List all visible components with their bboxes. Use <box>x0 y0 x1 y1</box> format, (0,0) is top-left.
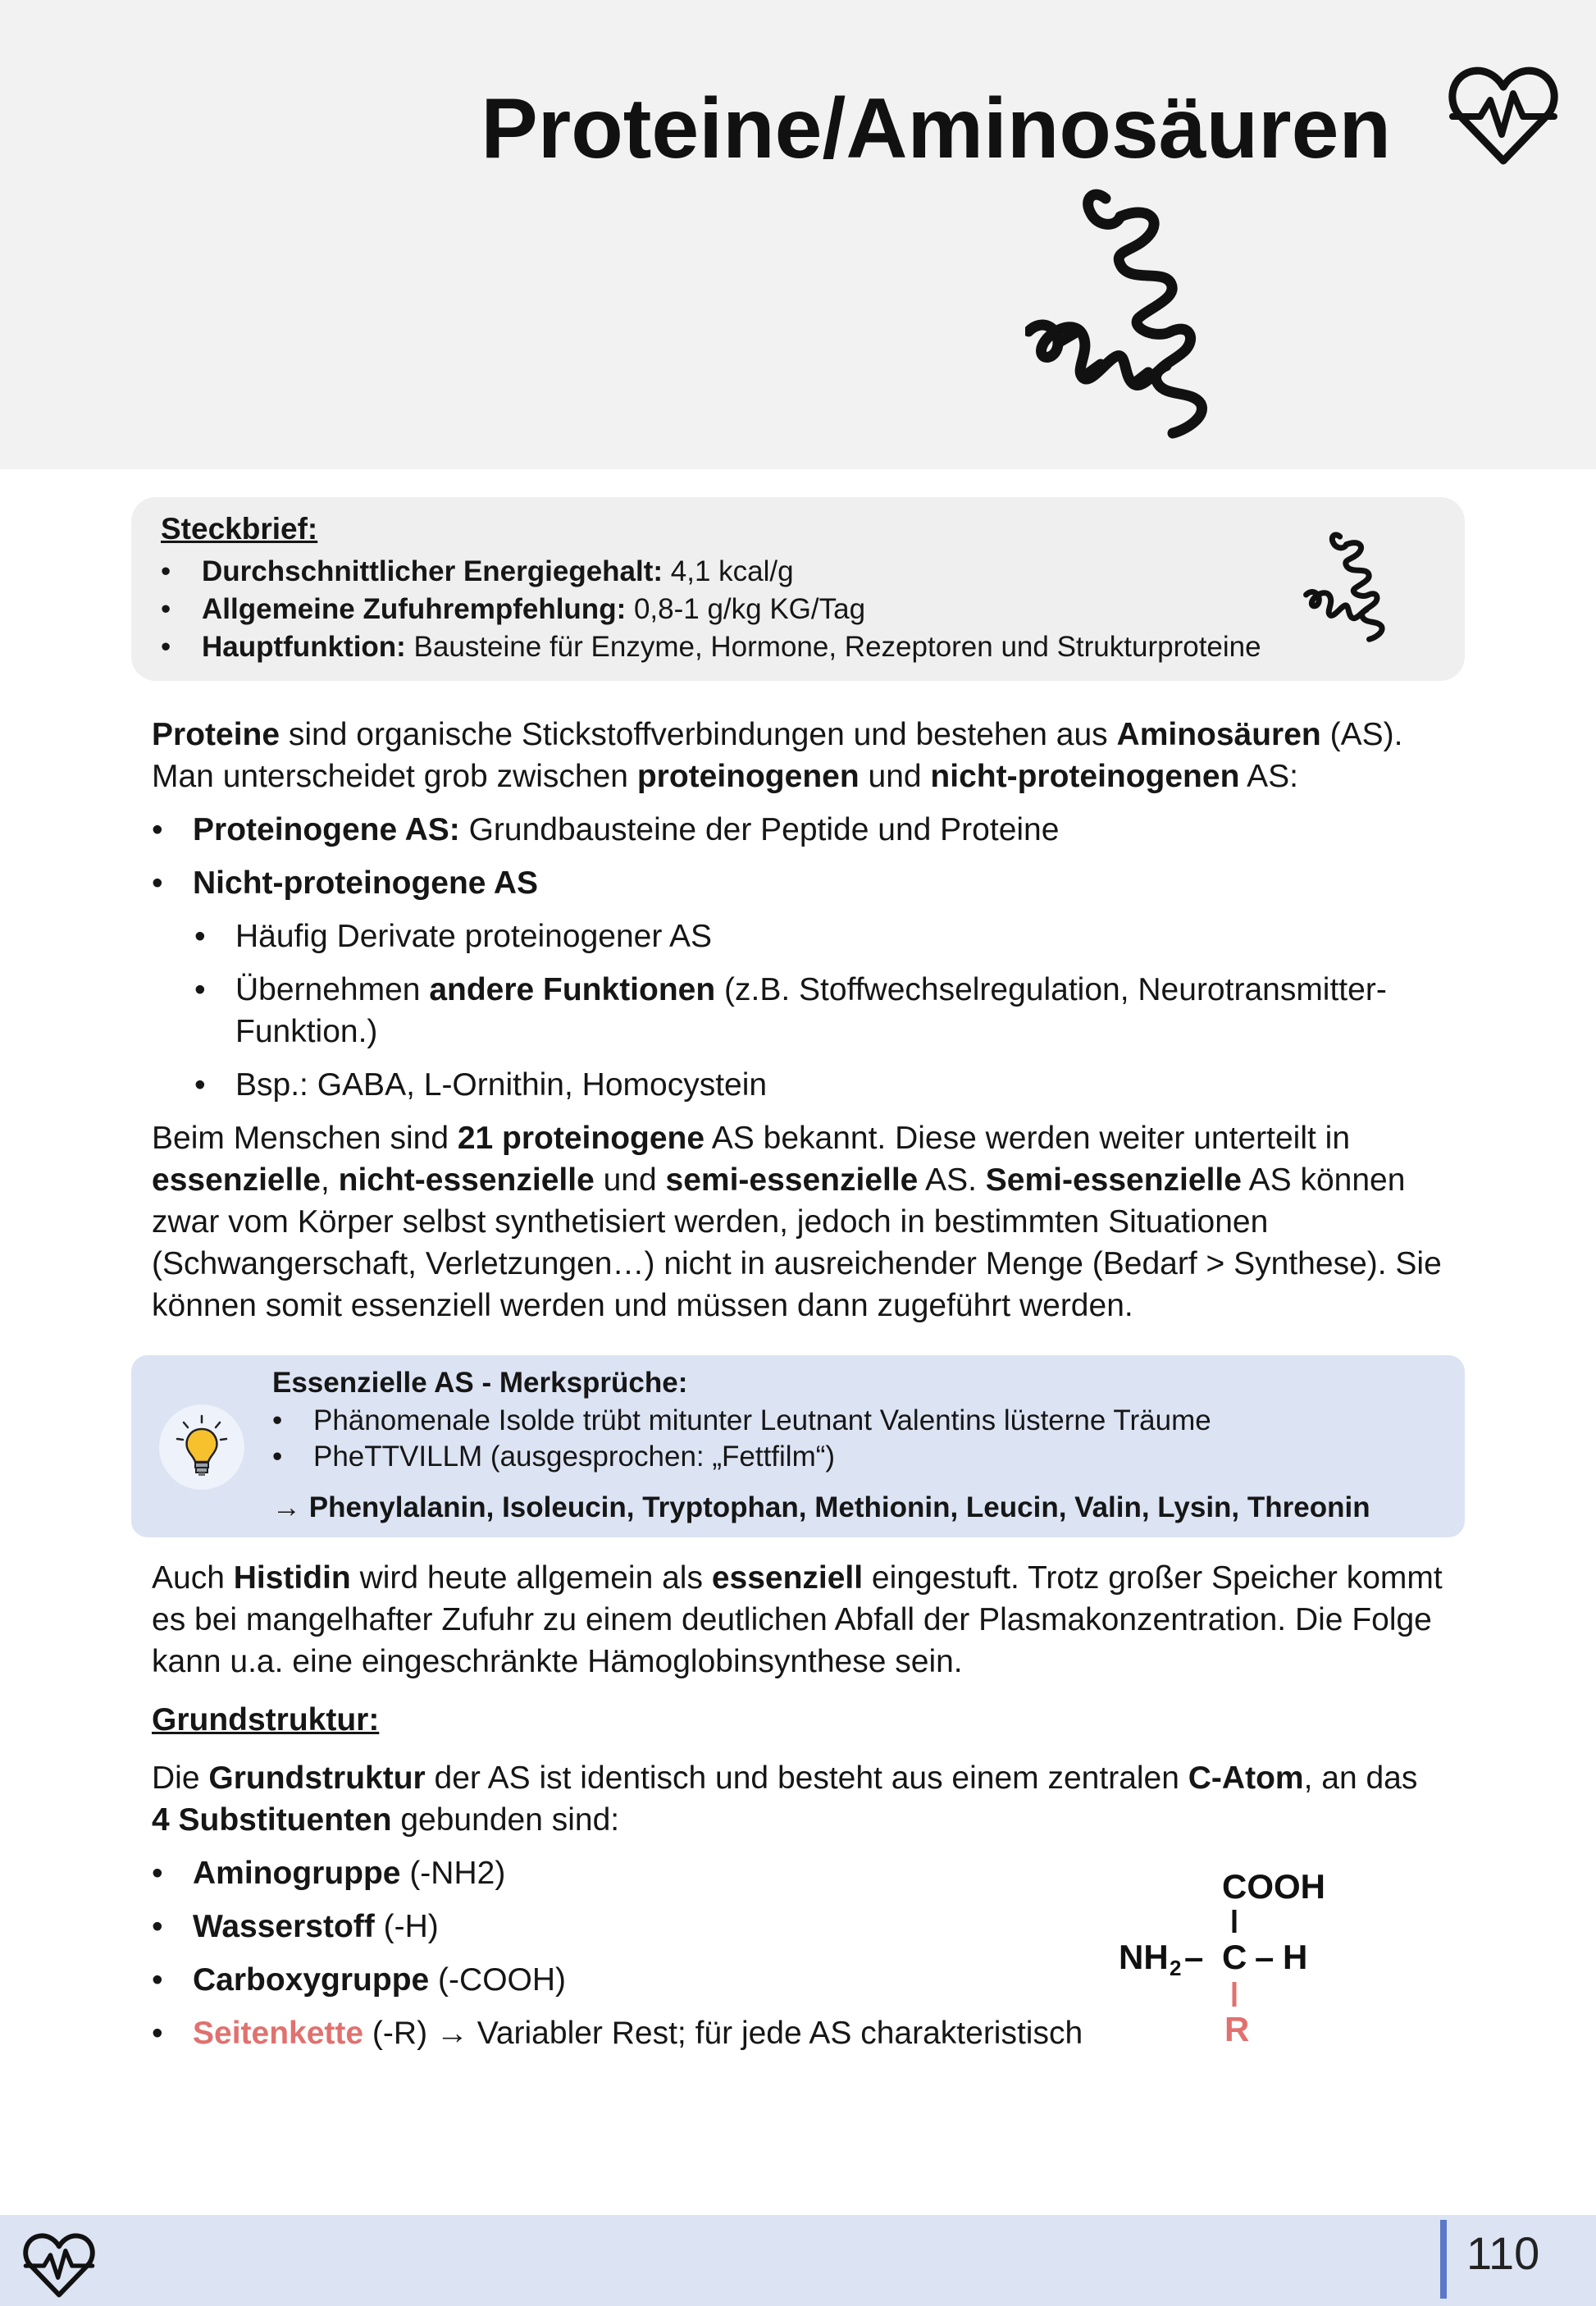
item-value: 0,8-1 g/kg KG/Tag <box>626 593 866 625</box>
formula-nh: NH <box>1119 1938 1169 1976</box>
histidine-paragraph: Auch Histidin wird heute allgemein als essenziell eingestuft. Trotz großer Speicher kommt es bei mangelhafter Zufuhr zu einem deutlichen Abfall der Plasmakonzentration. Die Folge kann u.a. eine eingeschränkte Hämoglobinsynthese sein. <box>152 1560 1443 1679</box>
list-item <box>161 553 1261 591</box>
protein-helix-icon <box>1025 187 1296 450</box>
formula-h: H <box>1283 1938 1308 1976</box>
list-item: • Proteinogene AS: Grundbausteine der Peptide und Proteine <box>152 809 1464 851</box>
mnemonic-list <box>272 1403 1211 1475</box>
classification-paragraph: Beim Menschen sind 21 proteinogene AS bekannt. Diese werden weiter unterteilt in essenzielle, nicht-essenzielle und semi-essenzielle AS. Semi-essenzielle AS können zwar vom Körper selbst synthetisiert werden, jedoch in bestimmten Situationen (Schwangerschaft, Verletzungen…) nicht in ausreichender Menge (Bedarf > Synthese). Sie können somit essenziell werden und müssen dann zugeführt werden. <box>152 1121 1442 1323</box>
list-item: • Übernehmen andere Funktionen (z.B. Stoffwechselregulation, Neurotransmitter-Funktion.) <box>194 969 1464 1053</box>
list-item: • Häufig Derivate proteinogener AS <box>194 916 1464 957</box>
list-item: • Phänomenale Isolde trübt mitunter Leutnant Valentins lüsterne Träume <box>272 1403 1211 1439</box>
item-value: 4,1 kcal/g <box>663 555 794 587</box>
page-footer <box>0 2215 1596 2306</box>
item-value: Bausteine für Enzyme, Hormone, Rezeptoren und Strukturproteine <box>405 631 1261 663</box>
list-item <box>161 628 1261 666</box>
steckbrief-list <box>161 553 1261 666</box>
structure-paragraph: Die Grundstruktur der AS ist identisch und besteht aus einem zentralen C-Atom, an das 4 Substituenten gebunden sind: <box>152 1760 1418 1838</box>
page-header <box>0 0 1596 469</box>
item-label: Durchschnittlicher Energiegehalt: <box>202 555 663 587</box>
formula-dash-right: – <box>1255 1938 1275 1976</box>
item-label: Allgemeine Zufuhrempfehlung: <box>202 593 627 625</box>
non-proteinogenic-sublist <box>152 916 1464 1106</box>
list-item <box>161 591 1261 628</box>
as-type-list <box>152 809 1464 904</box>
heartbeat-heart-icon <box>1448 64 1559 169</box>
mnemonic-box <box>131 1355 1465 1537</box>
list-item: • Carboxygruppe (-COOH) <box>152 1959 1464 2001</box>
page-number: 110 <box>1466 2227 1540 2279</box>
formula-dash-left: – <box>1184 1938 1204 1976</box>
section-heading: Grundstruktur: <box>152 1702 380 1737</box>
steckbrief-title: Steckbrief: <box>161 512 318 546</box>
list-item: • Seitenkette (-R) → Variabler Rest; für jede AS charakteristisch <box>152 2012 1464 2054</box>
formula-cooh: COOH <box>1222 1867 1325 1906</box>
formula-c: C <box>1222 1938 1247 1976</box>
lightbulb-icon <box>159 1404 244 1490</box>
intro-paragraph: Proteine sind organische Stickstoffverbindungen und bestehen aus Aminosäuren (AS). Man unterscheidet grob zwischen proteinogenen und nicht-proteinogenen AS: <box>152 717 1403 794</box>
list-item: • Bsp.: GABA, L-Ornithin, Homocystein <box>194 1064 1464 1106</box>
list-item: • Aminogruppe (-NH2) <box>152 1852 1464 1894</box>
list-item: • Nicht-proteinogene AS <box>152 862 1464 904</box>
page-title: Proteine/Aminosäuren <box>481 81 1391 176</box>
bulb-circle <box>159 1404 244 1490</box>
list-item: • Wasserstoff (-H) <box>152 1906 1464 1948</box>
page-number-bar <box>1440 2220 1447 2299</box>
formula-subscript: 2 <box>1170 1956 1182 1980</box>
mnemonic-result: → Phenylalanin, Isoleucin, Tryptophan, Methionin, Leucin, Valin, Lysin, Threonin <box>272 1491 1370 1523</box>
intro-section <box>152 714 1464 1327</box>
list-item: • PheTTVILLM (ausgesprochen: „Fettfilm“) <box>272 1439 1211 1475</box>
mnemonic-title: Essenzielle AS - Merksprüche: <box>272 1367 688 1399</box>
item-label: Hauptfunktion: <box>202 631 406 663</box>
heartbeat-heart-icon <box>21 2231 97 2300</box>
steckbrief-box <box>131 497 1465 681</box>
amino-acid-formula <box>1115 1862 1378 2059</box>
protein-helix-icon <box>1302 532 1425 646</box>
formula-r: R <box>1224 2010 1250 2048</box>
